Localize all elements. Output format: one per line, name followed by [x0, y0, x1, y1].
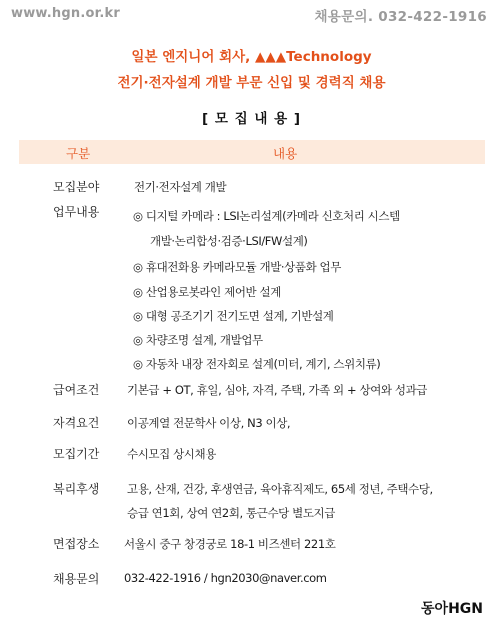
duty-item: ◎ 산업용로봇라인 제어반 설계 [133, 285, 281, 299]
value-welfare-line1: 고용, 산재, 건강, 후생연금, 육아휴직제도, 65세 정년, 주택수당, [127, 482, 433, 496]
company-logo: 동아HGN [421, 601, 483, 617]
headline-position: 전기·전자설계 개발 부문 신입 및 경력직 채용 [117, 75, 386, 91]
column-header-content: 내용 [273, 146, 298, 161]
label-salary: 급여조건 [53, 383, 100, 397]
top-bar [0, 0, 503, 34]
label-field: 모집분야 [53, 180, 100, 194]
value-welfare-line2: 승급 연1회, 상여 연2회, 통근수당 별도지급 [127, 506, 335, 520]
value-period: 수시모집 상시채용 [127, 447, 216, 461]
value-field: 전기·전자설계 개발 [134, 180, 227, 194]
duty-item: ◎ 자동차 내장 전자회로 설계(미터, 계기, 스위치류) [133, 357, 381, 371]
contact-number: 채용문의. 032-422-1916 [314, 9, 487, 25]
value-salary: 기본급 + OT, 휴일, 심야, 자격, 주택, 가족 외 + 상여와 성과급 [127, 383, 428, 397]
duty-item-continuation: 개발·논리합성·검증·LSI/FW설계) [150, 234, 308, 248]
label-duties: 업무내용 [53, 205, 100, 219]
label-inquiry: 채용문의 [53, 572, 100, 586]
label-venue: 면접장소 [53, 537, 100, 551]
column-header-gubun: 구분 [66, 146, 91, 161]
label-period: 모집기간 [53, 447, 100, 461]
value-venue: 서울시 중구 창경궁로 18-1 비즈센터 221호 [124, 537, 336, 551]
duty-item: ◎ 대형 공조기기 전기도면 설계, 기반설계 [133, 309, 334, 323]
value-inquiry[interactable]: 032-422-1916 / hgn2030@naver.com [124, 571, 327, 585]
label-welfare: 복리후생 [53, 482, 100, 496]
duty-item: ◎ 휴대전화용 카메라모듈 개발·상품화 업무 [133, 260, 341, 274]
duty-item: ◎ 차량조명 설계, 개발업무 [133, 333, 263, 347]
site-url[interactable]: www.hgn.or.kr [11, 6, 120, 21]
label-qualification: 자격요건 [53, 416, 100, 430]
section-title: [ 모 집 내 용 ] [201, 111, 301, 127]
table-header [19, 140, 485, 164]
value-qualification: 이공계열 전문학사 이상, N3 이상, [127, 416, 291, 430]
headline-company: 일본 엔지니어 회사, ▲▲▲Technology [131, 49, 372, 65]
duty-item: ◎ 디지털 카메라 : LSI논리설계(카메라 신호처리 시스템 [133, 209, 400, 223]
